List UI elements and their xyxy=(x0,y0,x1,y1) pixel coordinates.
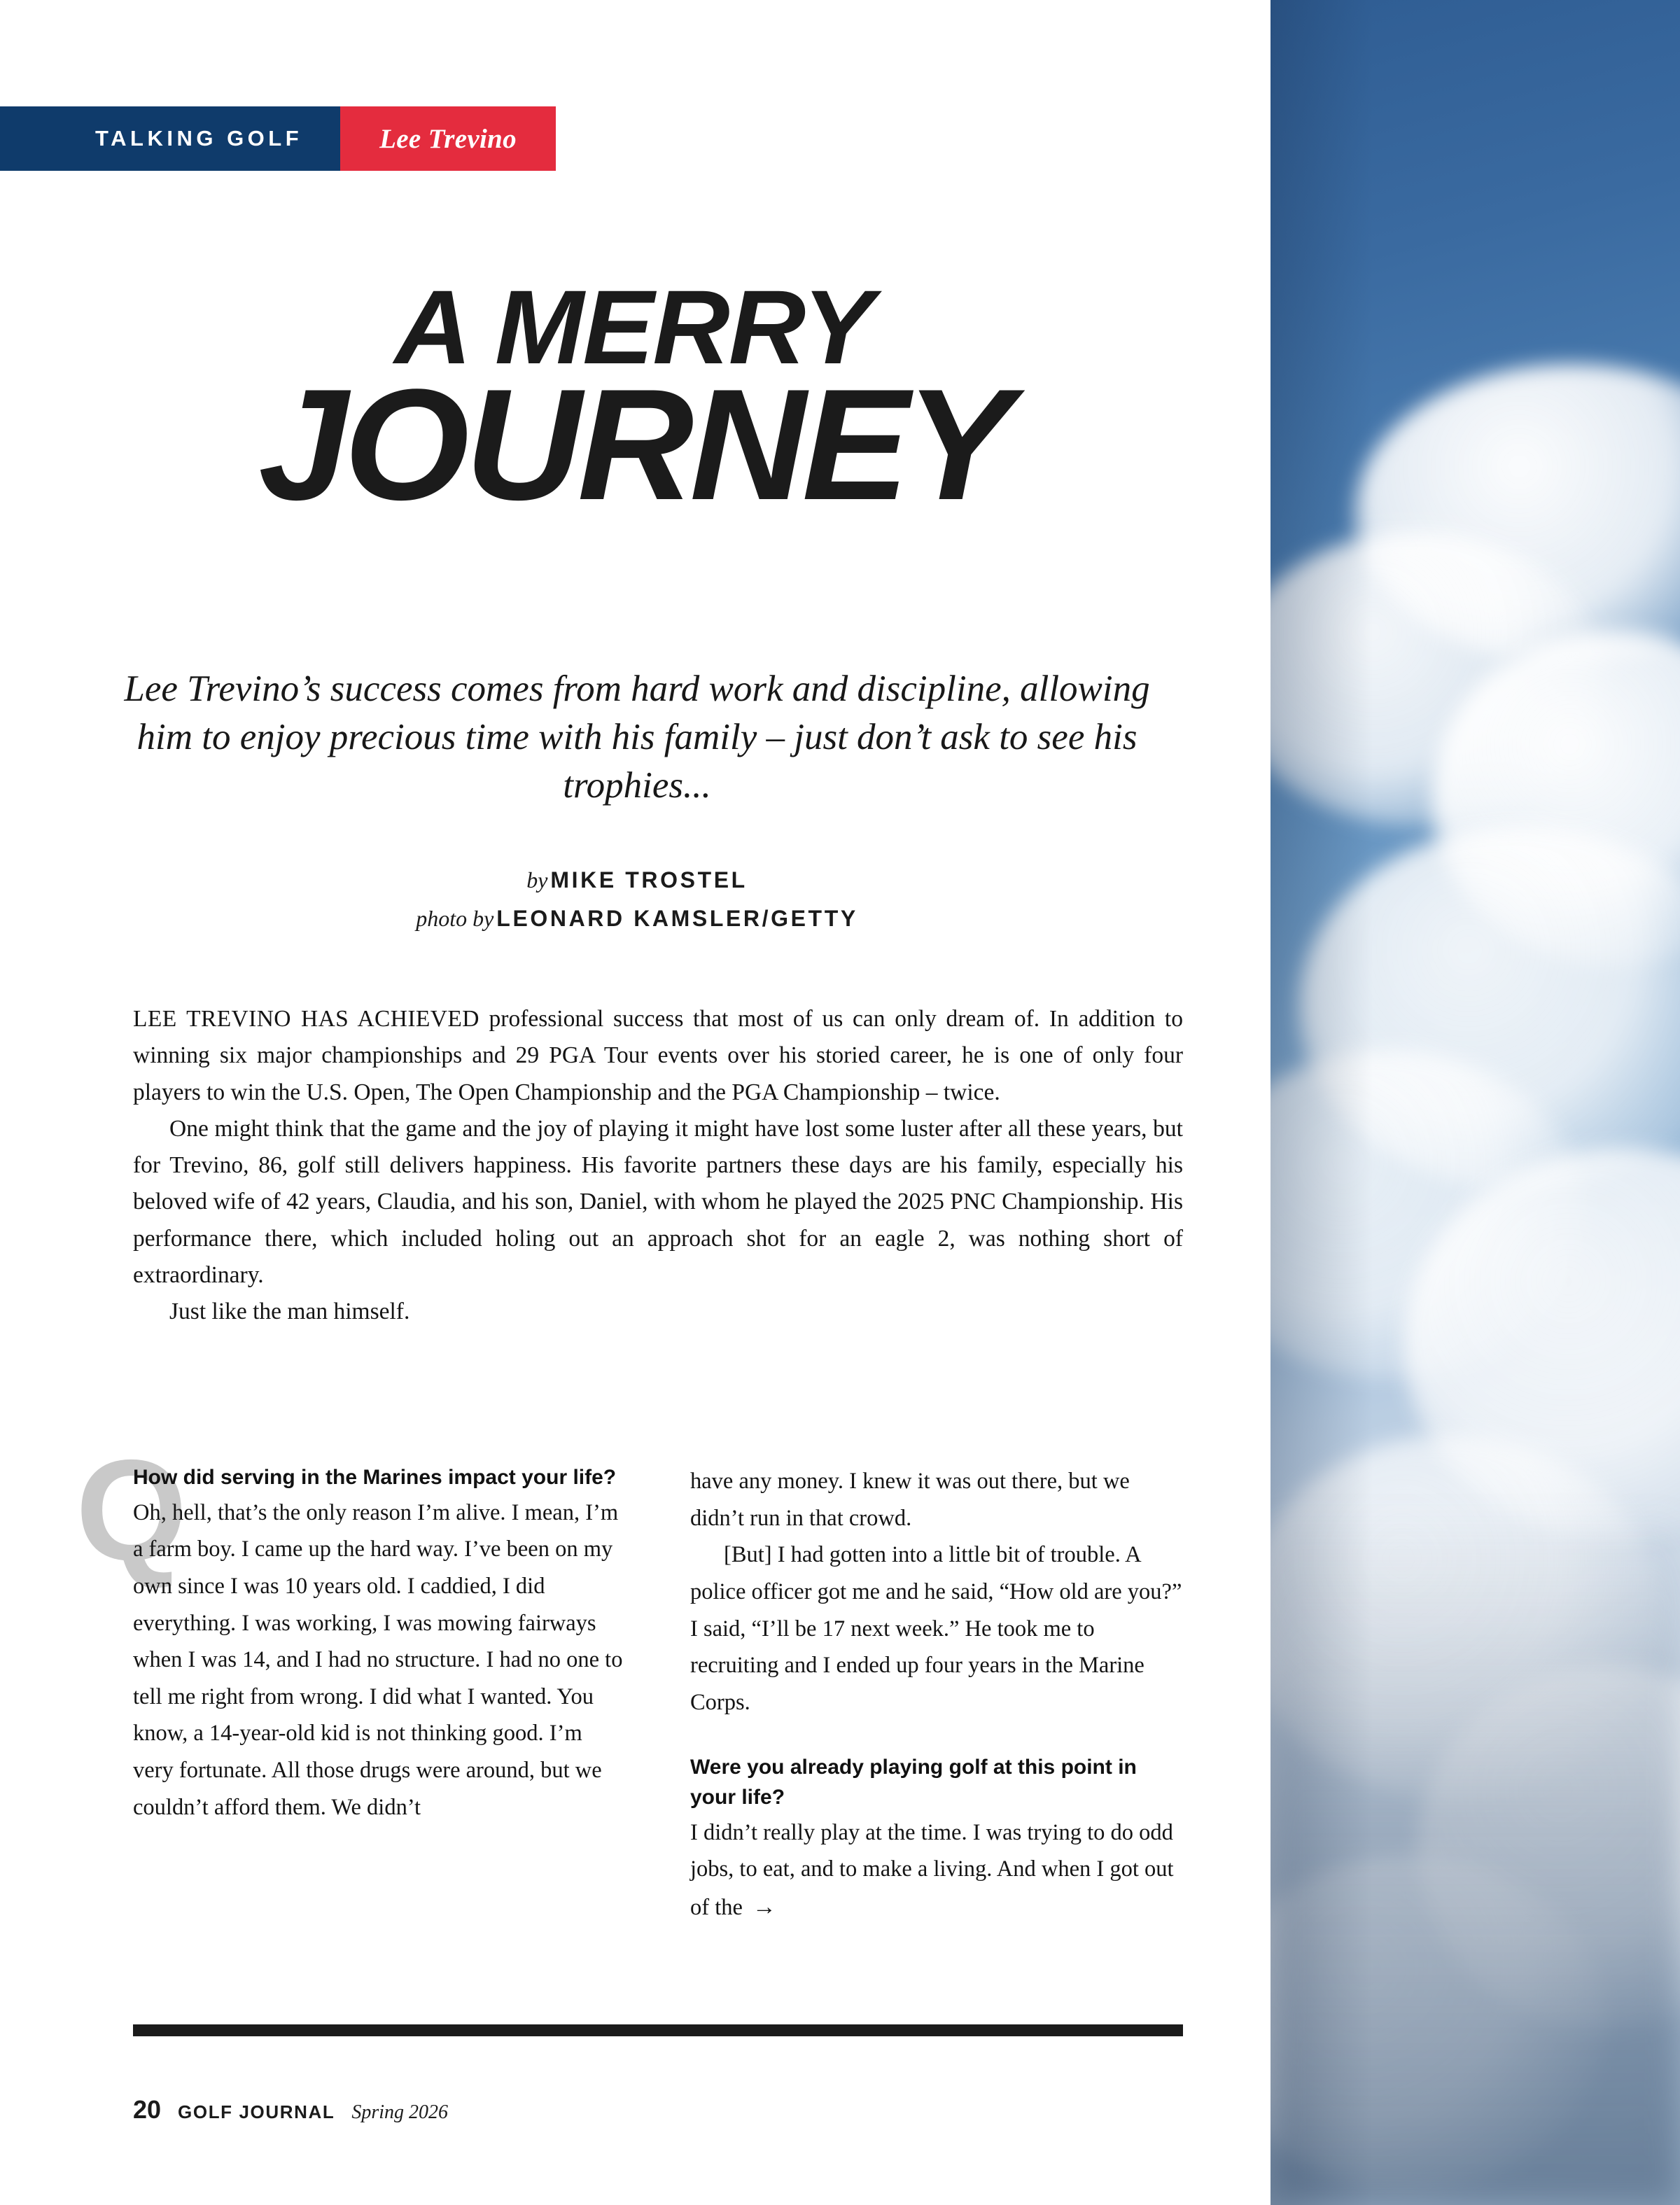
folio xyxy=(133,2095,448,2124)
intro-paragraph-2: One might think that the game and the joy of playing it might have lost some luster after all these years, but for Trevino, 86, golf still delivers happiness. His favorite partners these days are his family, especially his beloved wife of 42 years, Claudia, and his son, Daniel, with whom he played the 2025 PNC Championship. His performance there, which included holing out an approach shot for an eagle 2, was nothing short of extraordinary. xyxy=(133,1115,1183,1288)
interview-answer-second-para: [But] I had gotten into a little bit of trouble. A police officer got me and he said, “How old are you?” I said, “I’ll be 17 next week.” He took me to recruiting and I ended up four years in the Marine Corps. xyxy=(690,1542,1182,1715)
interview-question: How did serving in the Marines impact your life? xyxy=(133,1466,617,1489)
interview-column-right xyxy=(690,1463,1183,1926)
photo-edge-vignette xyxy=(1270,0,1680,2205)
drop-cap-q: Q xyxy=(76,1430,188,1590)
subject-name-tag: Lee Trevino xyxy=(340,106,556,171)
headline-line-1: A MERRY xyxy=(394,268,873,386)
page-title xyxy=(133,268,1134,533)
author-byline xyxy=(119,867,1155,893)
intro-paragraph-1 xyxy=(133,1001,1183,1111)
article-intro xyxy=(133,1001,1183,1330)
intro-paragraph-3: Just like the man himself. xyxy=(169,1298,410,1324)
interview-answer-continued: have any money. I knew it was out there, but we didn’t run in that crowd. xyxy=(690,1469,1130,1531)
photo-column-sky xyxy=(1270,0,1680,2205)
publication-name: GOLF JOURNAL xyxy=(178,2101,335,2122)
photo-credit: LEONARD KAMSLER/GETTY xyxy=(496,906,858,931)
interview-column-left xyxy=(133,1463,626,1926)
author-name: MIKE TROSTEL xyxy=(550,867,748,892)
photo-byline xyxy=(119,906,1155,932)
issue-date: Spring 2026 xyxy=(351,2101,449,2123)
interview-columns xyxy=(133,1463,1183,1926)
column-spacer xyxy=(690,1721,1183,1753)
lead-incipit: LEE TREVINO HAS ACHIEVED xyxy=(133,1006,479,1032)
interview-answer-text: I didn’t really play at the time. I was trying to do odd jobs, to eat, and to make a living. And when I got out of the xyxy=(690,1819,1174,1920)
photo-byline-label: photo by xyxy=(416,906,494,931)
arrow-right-icon: → xyxy=(752,1893,776,1920)
page-number: 20 xyxy=(133,2095,162,2124)
section-banner xyxy=(0,106,556,171)
footer-divider xyxy=(133,2024,1183,2036)
headline-line-2: JOURNEY xyxy=(258,356,1009,533)
intro-paragraph-1-rest: professional success that most of us can only dream of. In addition to winning six major championships and 29 PGA Tour events over his storied career, he is one of only four players to win the U.S. Open, The Open Championship and the PGA Championship – twice. xyxy=(133,1006,1183,1105)
section-label: TALKING GOLF xyxy=(0,106,340,171)
interview-answer: Oh, hell, that’s the only reason I’m alive. I mean, I’m a farm boy. I came up the hard way. I’ve been on my own since I was 10 years old. I caddied, I did everything. I was working, I was mowing fairways when I was 14, and I had no structure. I had no one to tell me right from wrong. I did what I wanted. You know, a 14-year-old kid is not thinking good. I’m very fortunate. All those drugs were around, but we couldn’t afford them. We didn’t xyxy=(133,1499,623,1820)
byline-label: by xyxy=(526,867,548,892)
article-deck: Lee Trevino’s success comes from hard work and discipline, allowing him to enjoy precious time with his family – just don’t ask to see his trophies... xyxy=(124,668,1150,806)
interview-answer xyxy=(690,1814,1183,1926)
interview-question: Were you already playing golf at this point in your life? xyxy=(690,1756,1137,1809)
